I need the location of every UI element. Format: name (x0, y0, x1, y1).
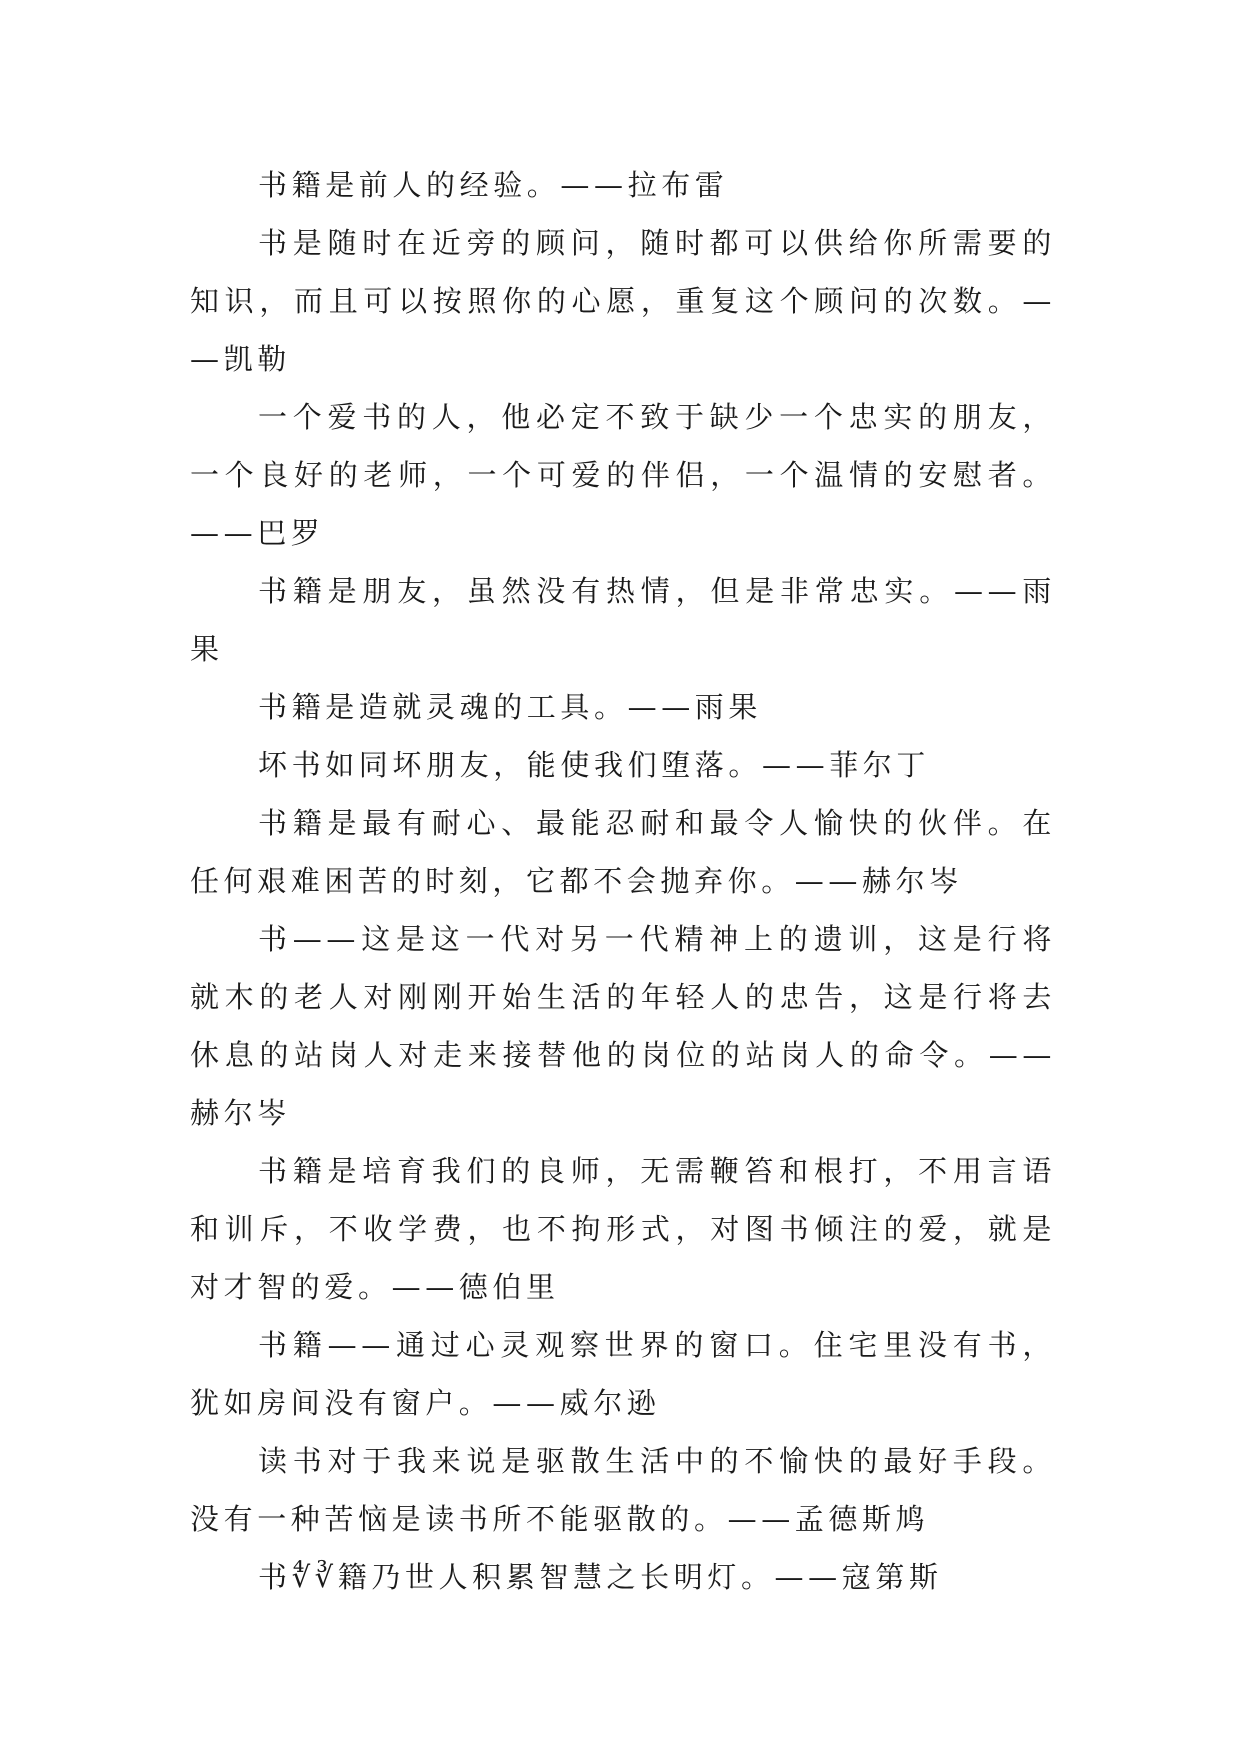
quote-list (190, 156, 1056, 1606)
quote-paragraph: 坏书如同坏朋友，能使我们堕落。——菲尔丁 (258, 748, 931, 782)
quote-paragraph: 书——这是这一代对另一代精神上的遗训，这是行将就木的老人对刚刚开始生活的年轻人的忠告，这是行将去休息的站岗人对走来接替他的岗位的站岗人的命令。——赫尔岑 (190, 922, 1056, 1130)
quote-paragraph: 书籍是前人的经验。——拉布雷 (258, 168, 729, 202)
quote-paragraph: 书是随时在近旁的顾问，随时都可以供给你所需要的知识，而且可以按照你的心愿，重复这个顾问的次数。——凯勒 (190, 226, 1056, 376)
quote-paragraph: 书籍是最有耐心、最能忍耐和最令人愉快的伙伴。在任何艰难困苦的时刻，它都不会抛弃你。——赫尔岑 (190, 806, 1056, 898)
quote-paragraph: 一个爱书的人，他必定不致于缺少一个忠实的朋友，一个良好的老师，一个可爱的伴侣，一个温情的安慰者。——巴罗 (190, 400, 1056, 550)
quote-paragraph: 书∜∛籍乃世人积累智慧之长明灯。——寇第斯 (258, 1560, 943, 1594)
quote-paragraph: 读书对于我来说是驱散生活中的不愉快的最好手段。没有一种苦恼是读书所不能驱散的。——孟德斯鸠 (190, 1444, 1056, 1536)
quote-paragraph: 书籍——通过心灵观察世界的窗口。住宅里没有书，犹如房间没有窗户。——威尔逊 (190, 1328, 1056, 1420)
quote-paragraph: 书籍是培育我们的良师，无需鞭笞和根打，不用言语和训斥，不收学费，也不拘形式，对图书倾注的爱，就是对才智的爱。——德伯里 (190, 1154, 1056, 1304)
quote-paragraph: 书籍是朋友，虽然没有热情，但是非常忠实。——雨果 (190, 574, 1056, 666)
quote-paragraph: 书籍是造就灵魂的工具。——雨果 (258, 690, 763, 724)
